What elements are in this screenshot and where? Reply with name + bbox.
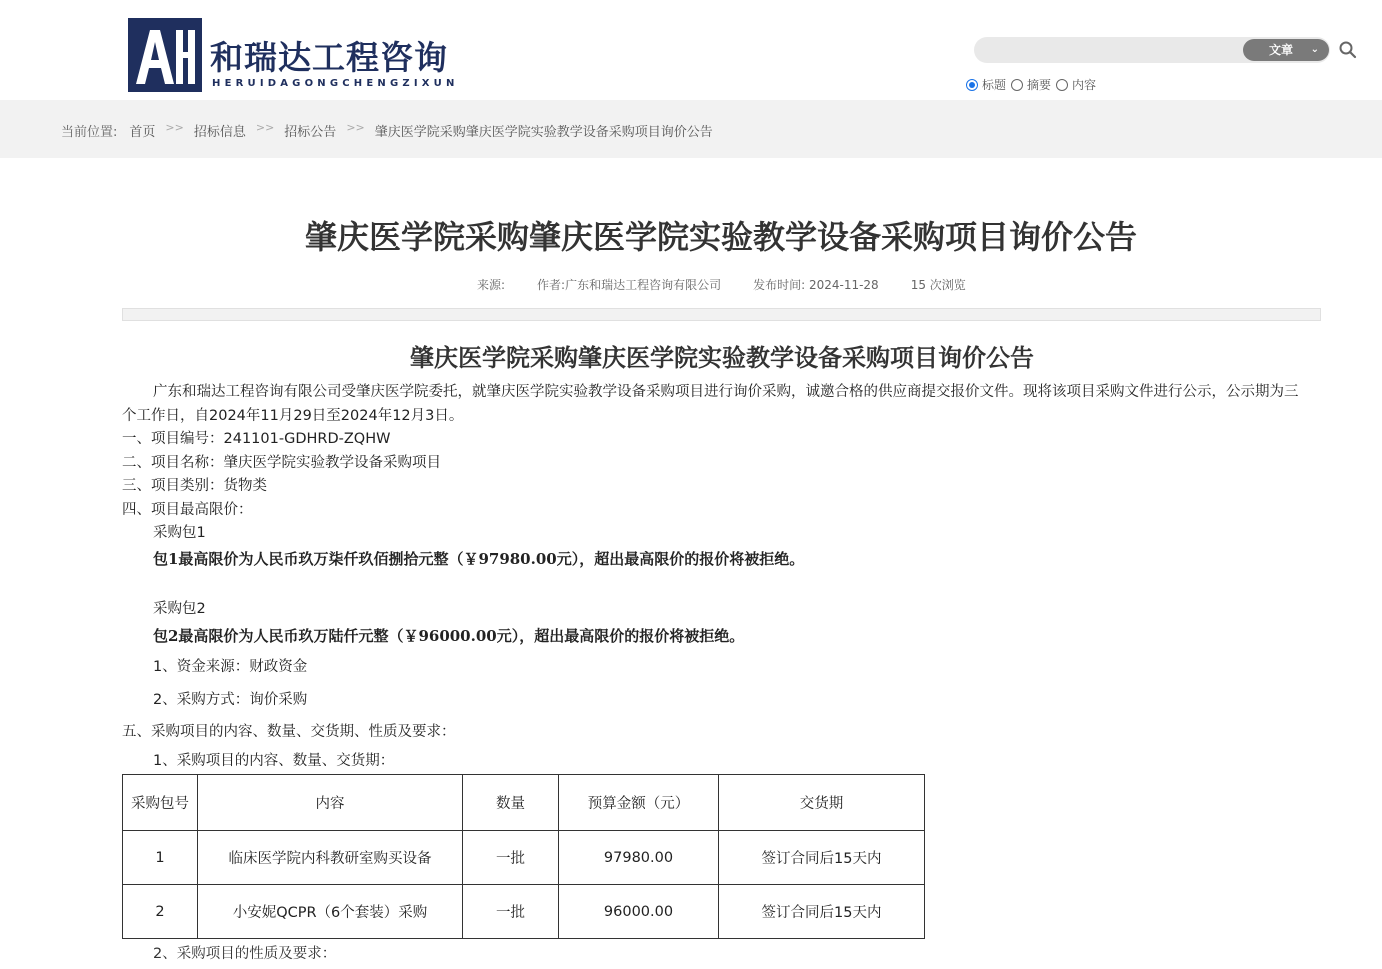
radio-label: 内容 [1072,78,1097,92]
subsection-1: 1、采购项目的内容、数量、交货期： [153,753,395,769]
breadcrumb-separator: >> [165,121,184,134]
breadcrumb-home[interactable]: 首页 [129,125,156,140]
purchase-method: 2、采购方式：询价采购 [153,692,308,708]
table-cell: 96000.00 [559,885,719,939]
table-row [123,885,925,939]
search-scope-radios [966,76,1101,93]
breadcrumb-current[interactable]: 肇庆医学院采购肇庆医学院实验教学设备采购项目询价公告 [374,125,713,140]
table-header: 采购包号 [123,775,198,831]
table-header: 预算金额（元） [559,775,719,831]
breadcrumb-separator: >> [346,121,365,134]
radio-label: 标题 [982,78,1007,92]
meta-author: 作者:广东和瑞达工程咨询有限公司 [537,278,722,292]
meta-views: 15 次浏览 [910,278,966,292]
table-cell: 一批 [463,831,559,885]
table-row [123,831,925,885]
table-cell: 97980.00 [559,831,719,885]
content-title: 肇庆医学院采购肇庆医学院实验教学设备采购项目询价公告 [410,343,1034,372]
logo-chinese-name: 和瑞达工程咨询 [210,38,448,77]
table-cell: 临床医学院内科教研室购买设备 [198,831,463,885]
site-header [0,0,1382,100]
breadcrumb-prefix: 当前位置: [61,125,118,140]
table-header: 数量 [463,775,559,831]
breadcrumb [61,121,713,140]
radio-summary[interactable] [1011,76,1051,93]
search-type-label: 文章 [1269,43,1294,57]
article-meta [477,276,998,293]
table-header-row [123,775,925,831]
table-cell: 小安妮QCPR（6个套装）采购 [198,885,463,939]
site-logo[interactable] [128,18,458,94]
project-type: 三、项目类别：货物类 [122,478,267,494]
logo-mark-icon [128,18,202,92]
items-table [122,774,925,939]
radio-label: 摘要 [1027,78,1052,92]
radio-dot [1056,79,1068,91]
package-1-price: 包1最高限价为人民币玖万柒仟玖佰捌拾元整（￥97980.00元），超出最高限价的报价将被拒绝。 [153,549,805,568]
section-5-heading: 五、采购项目的内容、数量、交货期、性质及要求： [122,724,456,740]
package-1-label: 采购包1 [153,525,206,541]
radio-dot [1011,79,1023,91]
table-cell: 签订合同后15天内 [719,885,925,939]
table-header: 内容 [198,775,463,831]
intro-paragraph: 广东和瑞达工程咨询有限公司受肇庆医学院委托，就肇庆医学院实验教学设备采购项目进行询价采购，诚邀合格的供应商提交报价文件。现将该项目采购文件进行公示，公示期为三个工作日，自2024年11月29日至2024年12月3日。 [122,384,1299,424]
table-cell: 2 [123,885,198,939]
table-cell: 1 [123,831,198,885]
table-cell: 一批 [463,885,559,939]
radio-content[interactable] [1056,76,1096,93]
fund-source: 1、资金来源：财政资金 [153,659,308,675]
search-type-select[interactable] [1243,39,1329,61]
project-number: 一、项目编号：241101-GDHRD-ZQHW [122,431,391,447]
chevron-down-icon: ⌄ [1310,44,1319,55]
article-body [122,336,1312,775]
page-title: 肇庆医学院采购肇庆医学院实验教学设备采购项目询价公告 [304,218,1137,256]
radio-dot [966,79,978,91]
package-2-label: 采购包2 [153,600,206,617]
breadcrumb-tender-notice[interactable]: 招标公告 [284,125,337,140]
breadcrumb-tender-info[interactable]: 招标信息 [193,125,246,140]
search-bar [974,37,1358,63]
search-icon[interactable] [1338,40,1358,60]
breadcrumb-separator: >> [255,121,275,134]
project-name: 二、项目名称：肇庆医学院实验教学设备采购项目 [122,454,441,471]
meta-published: 发布时间: 2024-11-28 [753,278,879,292]
radio-title[interactable] [966,76,1006,93]
logo-english-name: HERUIDAGONGCHENGZIXUN [212,78,459,89]
max-price-heading: 四、项目最高限价： [122,501,253,518]
table-cell: 签订合同后15天内 [719,831,925,885]
table-header: 交货期 [719,775,925,831]
subsection-2: 2、采购项目的性质及要求： [153,946,337,962]
content-divider [122,308,1321,321]
breadcrumb-bar [0,100,1382,158]
meta-source: 来源: [477,278,506,292]
package-2-price: 包2最高限价为人民币玖万陆仟元整（￥96000.00元），超出最高限价的报价将被拒绝。 [153,627,745,645]
